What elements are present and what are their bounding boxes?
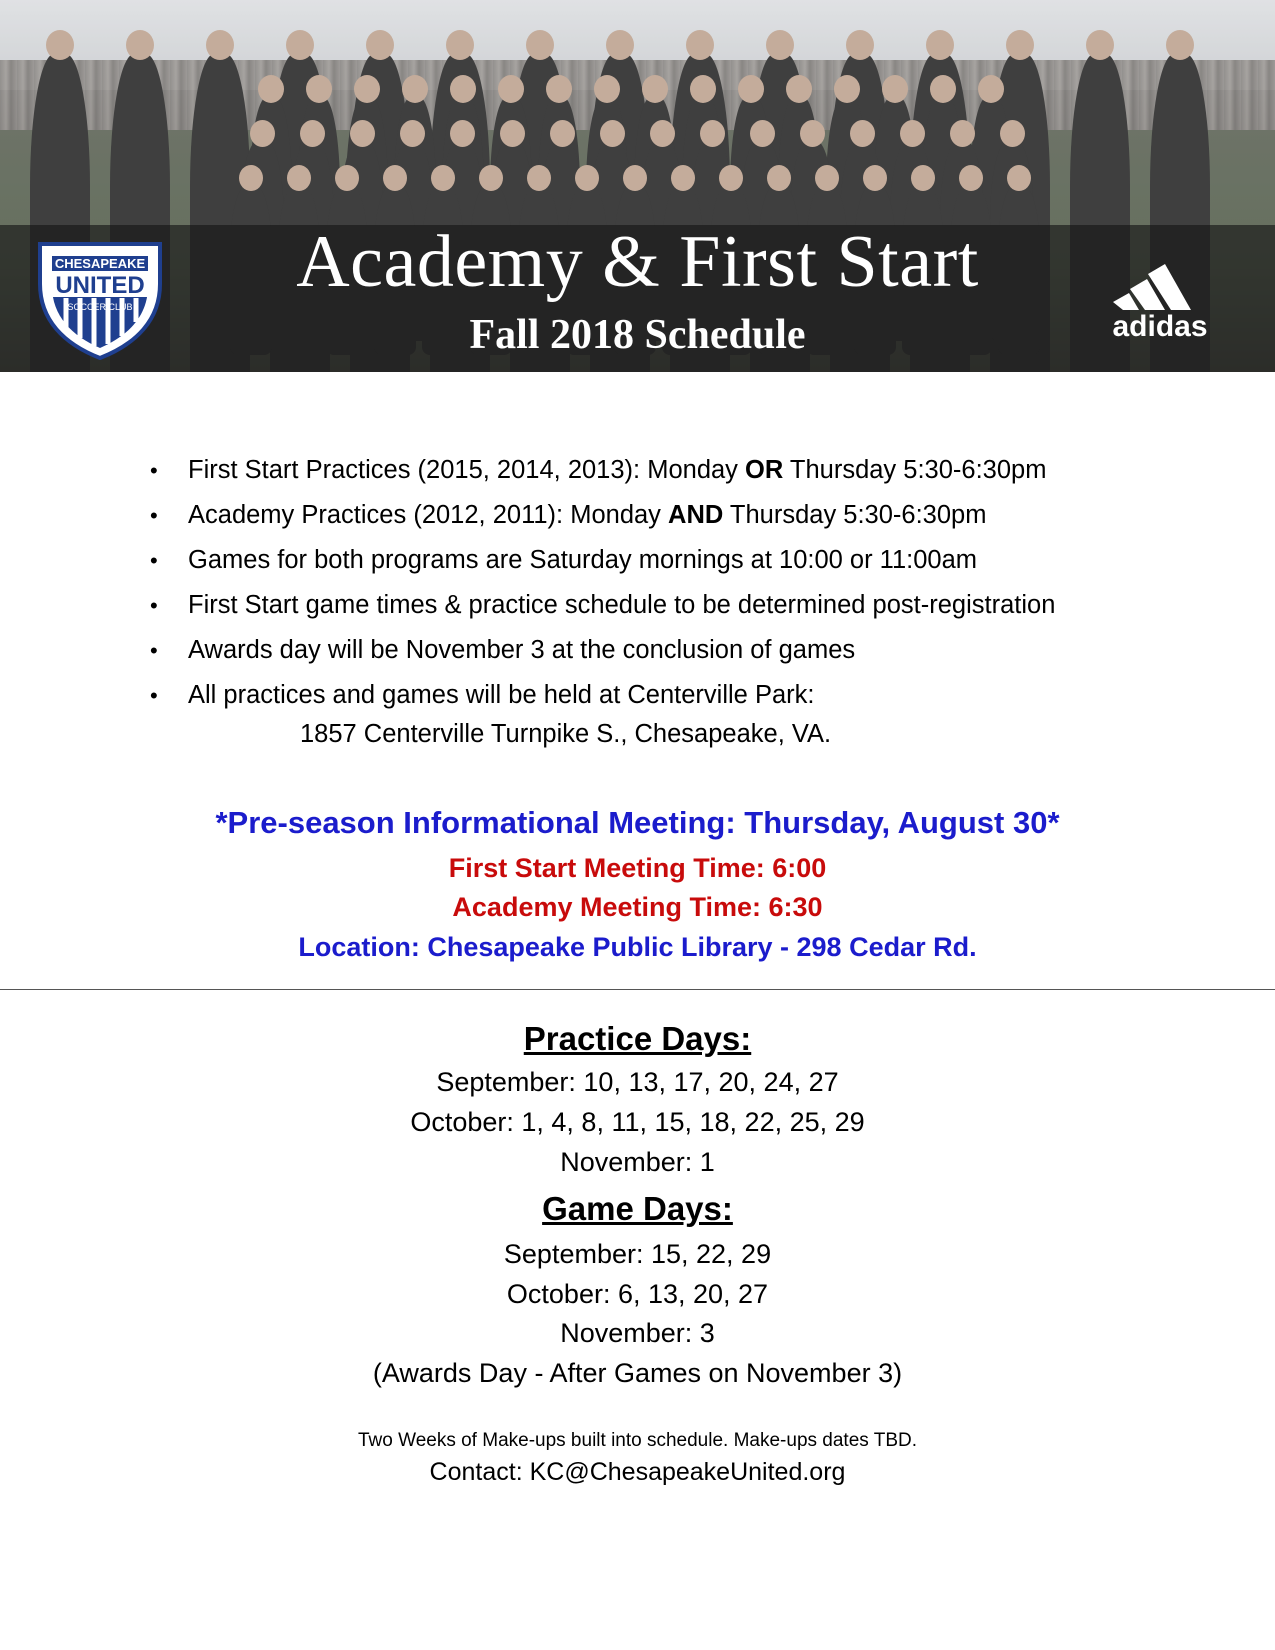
info-item-location: • All practices and games will be held at Centerville Park:: [150, 673, 1200, 718]
bullet-icon: •: [150, 683, 158, 708]
meeting-first-start-time: First Start Meeting Time: 6:00: [448, 853, 827, 883]
section-divider: [0, 989, 1275, 990]
page-title: Academy & First Start: [296, 221, 979, 303]
game-days-heading: Game Days:: [542, 1190, 733, 1227]
bullet-icon: •: [150, 458, 158, 483]
emphasis-or: OR: [745, 456, 784, 484]
adidas-logo-text: adidas: [1112, 310, 1208, 340]
bullet-icon: •: [150, 503, 158, 528]
adidas-logo: [1095, 260, 1225, 340]
info-item-academy-practices: • Academy Practices (2012, 2011): Monday AND Thursday 5:30-6:30pm: [150, 493, 1200, 538]
contact-email: Contact: KC@ChesapeakeUnited.org: [429, 1458, 846, 1486]
info-item-first-start-games: • First Start game times & practice schedule to be determined post-registration: [150, 583, 1200, 628]
makeups-note: Two Weeks of Make-ups built into schedule. Make-ups dates TBD.: [357, 1430, 917, 1451]
club-logo-bottom-text: SOCCER CLUB: [67, 302, 133, 312]
game-dates-november: November: 3: [560, 1318, 715, 1348]
info-item-awards-day: • Awards day will be November 3 at the conclusion of games: [150, 628, 1200, 673]
practice-dates-november: November: 1: [560, 1147, 715, 1177]
page-subtitle: Fall 2018 Schedule: [469, 312, 806, 358]
park-address: 1857 Centerville Turnpike S., Chesapeake, VA.: [300, 720, 832, 748]
practice-dates-october: October: 1, 4, 8, 11, 15, 18, 22, 25, 29: [410, 1107, 865, 1137]
bullet-icon: •: [150, 638, 158, 663]
meeting-location: Location: Chesapeake Public Library - 298 Cedar Rd.: [298, 932, 977, 962]
practice-days-heading: Practice Days:: [523, 1020, 752, 1057]
club-logo-top-text: CHESAPEAKE: [54, 256, 146, 271]
awards-day-note: (Awards Day - After Games on November 3): [372, 1358, 903, 1388]
game-dates-october: October: 6, 13, 20, 27: [506, 1279, 769, 1309]
game-dates-september: September: 15, 22, 29: [503, 1239, 772, 1269]
info-list: [150, 448, 1200, 718]
bullet-icon: •: [150, 593, 158, 618]
header-banner: [0, 0, 1275, 372]
emphasis-and: AND: [668, 501, 724, 529]
info-item-first-start-practices: • First Start Practices (2015, 2014, 2013): Monday OR Thursday 5:30-6:30pm: [150, 448, 1200, 493]
club-logo-main-text: UNITED: [55, 272, 145, 299]
bullet-icon: •: [150, 548, 158, 573]
meeting-headline: *Pre-season Informational Meeting: Thursday, August 30*: [215, 805, 1060, 840]
info-item-games: • Games for both programs are Saturday mornings at 10:00 or 11:00am: [150, 538, 1200, 583]
meeting-academy-time: Academy Meeting Time: 6:30: [452, 892, 823, 922]
practice-dates-september: September: 10, 13, 17, 20, 24, 27: [436, 1067, 839, 1097]
